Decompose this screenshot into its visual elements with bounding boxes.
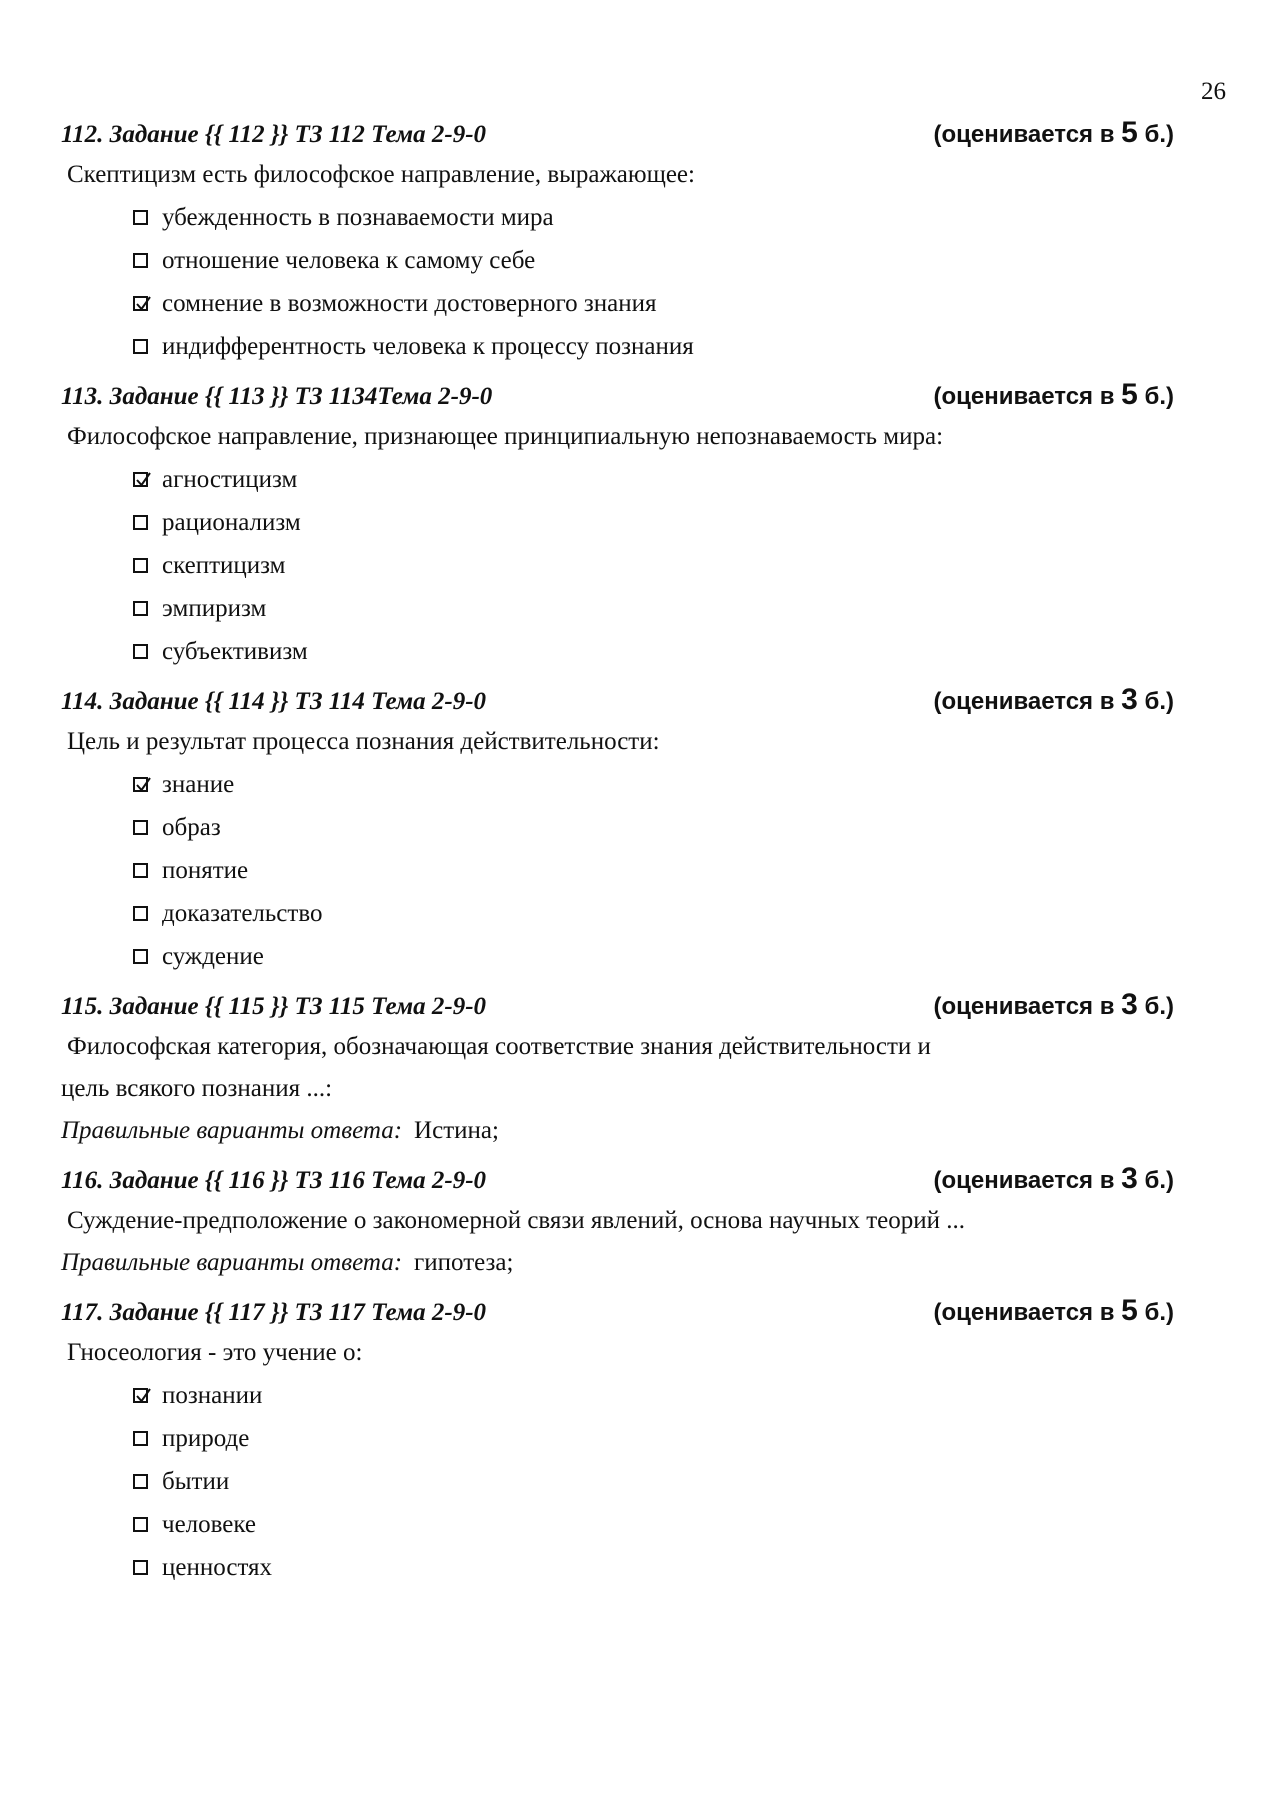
task-header <box>61 679 1176 721</box>
option-label: сомнение в возможности достоверного знания <box>162 289 657 317</box>
answer-value: Истина; <box>414 1117 499 1144</box>
option-label: природе <box>162 1424 250 1452</box>
checkbox-icon[interactable] <box>133 863 148 878</box>
option-item[interactable] <box>133 501 1176 544</box>
option-item[interactable] <box>133 239 1176 282</box>
option-label: доказательство <box>162 899 323 927</box>
option-label: отношение человека к самому себе <box>162 246 536 274</box>
task-title: 116. Задание {{ 116 }} ТЗ 116 Тема 2-9-0 <box>61 1167 487 1194</box>
answer-value: гипотеза; <box>414 1249 514 1276</box>
answer-label: Правильные варианты ответа: <box>61 1117 403 1144</box>
task-title: 115. Задание {{ 115 }} ТЗ 115 Тема 2-9-0 <box>61 993 487 1020</box>
question-text: Суждение-предположение о закономерной связи явлений, основа научных теорий ... <box>67 1207 965 1234</box>
checkbox-icon[interactable] <box>133 253 148 268</box>
option-item[interactable] <box>133 325 1176 368</box>
option-item[interactable] <box>133 849 1176 892</box>
page-number: 26 <box>1201 78 1226 105</box>
task-score <box>933 112 1174 156</box>
score-suffix: б.) <box>1144 688 1174 715</box>
checkbox-icon[interactable] <box>133 601 148 616</box>
checkbox-icon[interactable] <box>133 1517 148 1532</box>
answer-label: Правильные варианты ответа: <box>61 1249 403 1276</box>
question-text: Философская категория, обозначающая соответствие знания действительности и <box>67 1033 931 1060</box>
score-suffix: б.) <box>1144 993 1174 1020</box>
checked-checkbox-icon[interactable] <box>133 296 148 311</box>
checkbox-icon[interactable] <box>133 210 148 225</box>
option-label: ценностях <box>162 1553 273 1581</box>
score-prefix: (оценивается в <box>933 383 1115 410</box>
task-header <box>61 374 1176 416</box>
question-text: Философское направление, признающее принципиальную непознаваемость мира: <box>67 423 944 450</box>
option-label: субъективизм <box>162 637 308 665</box>
correct-answer <box>61 1242 1176 1284</box>
task-title: 114. Задание {{ 114 }} ТЗ 114 Тема 2-9-0 <box>61 688 487 715</box>
task-header <box>61 1290 1176 1332</box>
option-item[interactable] <box>133 196 1176 239</box>
option-item[interactable] <box>133 1460 1176 1503</box>
checkbox-icon[interactable] <box>133 949 148 964</box>
content <box>61 112 1176 1595</box>
option-label: суждение <box>162 942 264 970</box>
task-title: 117. Задание {{ 117 }} ТЗ 117 Тема 2-9-0 <box>61 1299 487 1326</box>
checked-checkbox-icon[interactable] <box>133 777 148 792</box>
option-item[interactable] <box>133 458 1176 501</box>
score-prefix: (оценивается в <box>933 121 1115 148</box>
score-prefix: (оценивается в <box>933 688 1115 715</box>
option-item[interactable] <box>133 935 1176 978</box>
question-text-continued: цель всякого познания ...: <box>61 1075 333 1102</box>
task-score <box>933 1158 1174 1202</box>
score-prefix: (оценивается в <box>933 1167 1115 1194</box>
option-item[interactable] <box>133 630 1176 673</box>
task-block <box>61 1290 1176 1595</box>
option-item[interactable] <box>133 1546 1176 1589</box>
option-item[interactable] <box>133 544 1176 587</box>
task-header <box>61 1158 1176 1200</box>
options-list <box>133 196 1176 368</box>
checkbox-icon[interactable] <box>133 1431 148 1446</box>
option-item[interactable] <box>133 587 1176 630</box>
option-label: знание <box>162 770 235 798</box>
score-suffix: б.) <box>1144 121 1174 148</box>
option-label: индифферентность человека к процессу познания <box>162 332 694 360</box>
task-title: 113. Задание {{ 113 }} ТЗ 1134Тема 2-9-0 <box>61 383 493 410</box>
option-item[interactable] <box>133 806 1176 849</box>
option-item[interactable] <box>133 282 1176 325</box>
score-value: 5 <box>1121 1294 1138 1327</box>
checkbox-icon[interactable] <box>133 339 148 354</box>
checkbox-icon[interactable] <box>133 515 148 530</box>
option-label: образ <box>162 813 221 841</box>
options-list <box>133 1374 1176 1589</box>
option-label: скептицизм <box>162 551 286 579</box>
task-block <box>61 679 1176 984</box>
options-list <box>133 763 1176 978</box>
checkbox-icon[interactable] <box>133 558 148 573</box>
question-text: Скептицизм есть философское направление, выражающее: <box>67 161 695 188</box>
option-item[interactable] <box>133 1417 1176 1460</box>
score-suffix: б.) <box>1144 383 1174 410</box>
task-score <box>933 374 1174 418</box>
task-block <box>61 1158 1176 1290</box>
task-block <box>61 112 1176 374</box>
task-header <box>61 112 1176 154</box>
score-suffix: б.) <box>1144 1167 1174 1194</box>
options-list <box>133 458 1176 673</box>
option-label: агностицизм <box>162 465 298 493</box>
score-value: 5 <box>1121 116 1138 149</box>
correct-answer <box>61 1110 1176 1152</box>
option-label: познании <box>162 1381 263 1409</box>
option-label: убежденность в познаваемости мира <box>162 203 554 231</box>
checkbox-icon[interactable] <box>133 1560 148 1575</box>
option-label: эмпиризм <box>162 594 267 622</box>
option-item[interactable] <box>133 1503 1176 1546</box>
score-suffix: б.) <box>1144 1299 1174 1326</box>
question-text: Цель и результат процесса познания действительности: <box>67 728 660 755</box>
checkbox-icon[interactable] <box>133 820 148 835</box>
score-prefix: (оценивается в <box>933 1299 1115 1326</box>
score-value: 5 <box>1121 378 1138 411</box>
option-item[interactable] <box>133 763 1176 806</box>
option-label: понятие <box>162 856 249 884</box>
score-value: 3 <box>1121 683 1138 716</box>
spacer <box>61 1589 1176 1595</box>
checked-checkbox-icon[interactable] <box>133 1388 148 1403</box>
task-block <box>61 984 1176 1158</box>
task-block <box>61 374 1176 679</box>
question-text: Гносеология - это учение о: <box>67 1339 363 1366</box>
score-value: 3 <box>1121 1162 1138 1195</box>
checkbox-icon[interactable] <box>133 906 148 921</box>
checked-checkbox-icon[interactable] <box>133 472 148 487</box>
option-label: человеке <box>162 1510 257 1538</box>
task-score <box>933 679 1174 723</box>
task-header <box>61 984 1176 1026</box>
task-score <box>933 1290 1174 1334</box>
score-value: 3 <box>1121 988 1138 1021</box>
task-title: 112. Задание {{ 112 }} ТЗ 112 Тема 2-9-0 <box>61 121 487 148</box>
option-item[interactable] <box>133 892 1176 935</box>
checkbox-icon[interactable] <box>133 1474 148 1489</box>
option-item[interactable] <box>133 1374 1176 1417</box>
task-score <box>933 984 1174 1028</box>
score-prefix: (оценивается в <box>933 993 1115 1020</box>
checkbox-icon[interactable] <box>133 644 148 659</box>
option-label: бытии <box>162 1467 230 1495</box>
option-label: рационализм <box>162 508 301 536</box>
